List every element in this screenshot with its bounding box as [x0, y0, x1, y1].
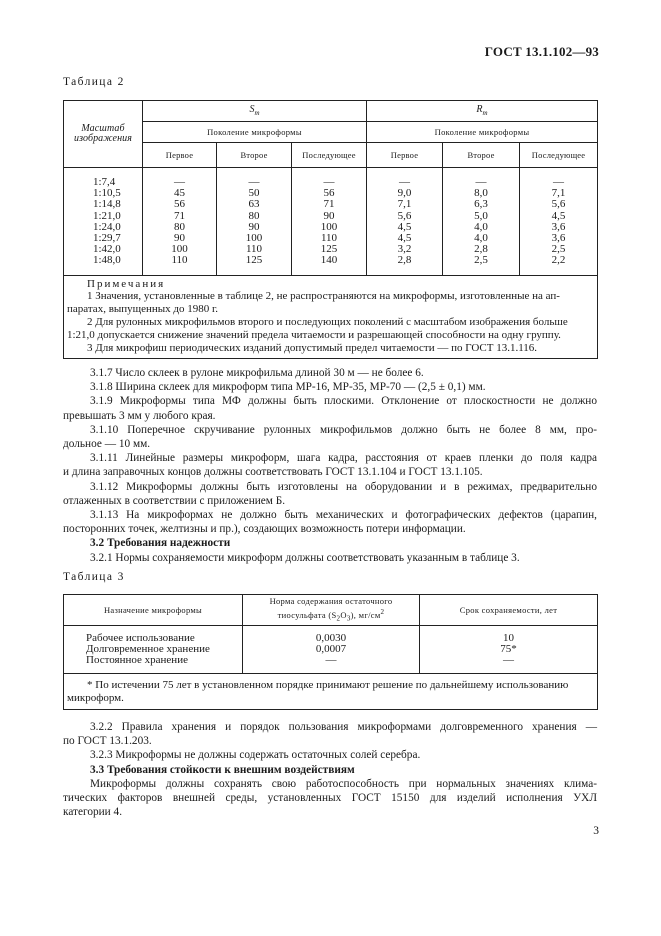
note-2: 2 Для рулонных микрофильмов второго и последующих поколений с масштабом изображения больше: [87, 316, 568, 329]
table2-caption: Таблица 2: [63, 76, 125, 88]
table3-col-purpose: Назначение микроформы: [64, 595, 243, 626]
table2-group-rm: $R_m$: [367, 101, 598, 122]
clause-3-1-10-cont: дольное — 10 мм.: [63, 438, 151, 451]
table2-col-header: Второе: [217, 143, 292, 168]
section-3-3-heading: 3.3 Требования стойкости к внешним воздействиям: [90, 763, 355, 776]
clause-3-1-11: 3.1.11 Линейные размеры микроформ, шага кадра, расстояния от краев пленки до поля кадра: [90, 452, 597, 465]
section-3-2-text: [63, 720, 597, 819]
clause-3-1-13-cont: посторонних точек, желтизны и пр.), создающих возможность потери информации.: [63, 523, 466, 536]
table2-rm-first-column: — 9,0 7,1 5,6 4,5 4,5 3,2 2,8: [367, 168, 443, 276]
clause-3-1-10: 3.1.10 Поперечное скручивание рулонных микрофильмов должно быть не более 8 мм, про-: [90, 423, 597, 436]
clause-3-1-8: 3.1.8 Ширина склеек для микроформ типа МР-16, МР-35, МР-70 — (2,5 ± 0,1) мм.: [90, 381, 486, 394]
clause-3-2-3: 3.2.3 Микроформы не должны содержать остаточных солей серебра.: [90, 749, 421, 762]
table2-sm-next-column: — 56 71 90 100 110 125 140: [292, 168, 367, 276]
clause-3-1-9: 3.1.9 Микроформы типа МФ должны быть плоскими. Отклонение от плоскостности не должно: [90, 395, 597, 408]
table2-col-header: Последующее: [520, 143, 598, 168]
table3: [63, 594, 598, 710]
table2-group-sm: $S_m$: [143, 101, 367, 122]
clause-3-2-1: 3.2.1 Нормы сохраняемости микроформ должны соответствовать указанным в таблице 3.: [90, 551, 520, 564]
table3-norm-column: 0,0030 0,0007 —: [243, 626, 420, 674]
table3-term-column: 10 75* —: [420, 626, 598, 674]
note-2-cont: 1:21,0 допускается снижение значений предела читаемости и разрешающей способности на одну группу.: [67, 328, 561, 341]
table2-notes: [64, 275, 598, 359]
table2-scale-column: 1:7,4 1:10,5 1:14,8 1:21,0 1:24,0 1:29,7 1:42,0 1:48,0: [64, 168, 143, 276]
table3-purpose-column: Рабочее использование Долговременное хранение Постоянное хранение: [64, 626, 243, 674]
table2-col-header: Последующее: [292, 143, 367, 168]
clause-3-1-12: 3.1.12 Микроформы должны быть изготовлены на оборудовании и в режимах, предварительно: [90, 480, 597, 493]
table2-rm-next-column: — 7,1 5,6 4,5 3,6 3,6 2,5 2,2: [520, 168, 598, 276]
table2-sm-second-column: — 50 63 80 90 100 110 125: [217, 168, 292, 276]
table2-rm-second-column: — 8,0 6,3 5,0 4,0 4,0 2,8 2,5: [443, 168, 520, 276]
table2-subheader-sm: Поколение микроформы: [143, 122, 367, 143]
table2-col-header: Первое: [367, 143, 443, 168]
table3-col-term: Срок сохраняемости, лет: [420, 595, 598, 626]
notes-title: Примечания: [87, 277, 166, 290]
clause-3-2-2-cont: по ГОСТ 13.1.203.: [63, 735, 152, 748]
clause-3-1-11-cont: и длина заправочных концов должны соответствовать ГОСТ 13.1.104 и ГОСТ 13.1.105.: [63, 466, 483, 479]
table3-col-norm: Норма содержания остаточного тиосульфата $(S_2O_3)$, $мг/см^2$: [243, 595, 420, 626]
table2-sm-first-column: — 45 56 71 80 90 100 110: [143, 168, 217, 276]
clause-3-1-7: 3.1.7 Число склеек в рулоне микрофильма длиной 30 м — не более 6.: [90, 367, 424, 379]
clause-3-1-13: 3.1.13 На микроформах не должно быть механических и фотографических дефектов (царапин,: [90, 509, 597, 522]
clause-3-1-12-cont: отлаженных в соответствии с приложением Б.: [63, 494, 286, 507]
clause-3-3-end: категории 4.: [63, 806, 123, 819]
section-3-1-text: [63, 366, 597, 565]
table2: [63, 100, 598, 359]
table2-col-header: Второе: [443, 143, 520, 168]
table3-caption: Таблица 3: [63, 571, 125, 583]
page-number: 3: [593, 825, 599, 837]
clause-3-2-2: 3.2.2 Правила хранения и порядок пользования микроформами долговременного хранения —: [90, 721, 597, 733]
section-3-2-heading: 3.2 Требования надежности: [90, 537, 231, 550]
table2-subheader-rm: Поколение микроформы: [367, 122, 598, 143]
note-1-cont: паратах, выпущенных до 1980 г.: [67, 303, 219, 316]
clause-3-1-9-cont: превышать 3 мм у любого края.: [63, 409, 216, 422]
note-1: 1 Значения, установленные в таблице 2, не распространяются на микроформы, изготовленные на ап-: [87, 290, 560, 303]
standard-number: ГОСТ 13.1.102—93: [484, 44, 599, 59]
clause-3-3-cont: тических факторов внешней среды, установленных ГОСТ 15150 для изделий исполнения УХЛ: [63, 792, 597, 805]
note-3: 3 Для микрофиш периодических изданий допустимый предел читаемости — по ГОСТ 13.1.116.: [87, 341, 538, 354]
clause-3-3: Микроформы должны сохранять свою работоспособность при нормальных значениях клима-: [90, 777, 597, 790]
table3-footnote: * По истечении 75 лет в установленном порядке принимают решение по дальнейшему использованию микроформ.: [64, 673, 598, 709]
table2-col-header: Первое: [143, 143, 217, 168]
table2-stub-header: Масштаб изображения: [64, 101, 143, 168]
